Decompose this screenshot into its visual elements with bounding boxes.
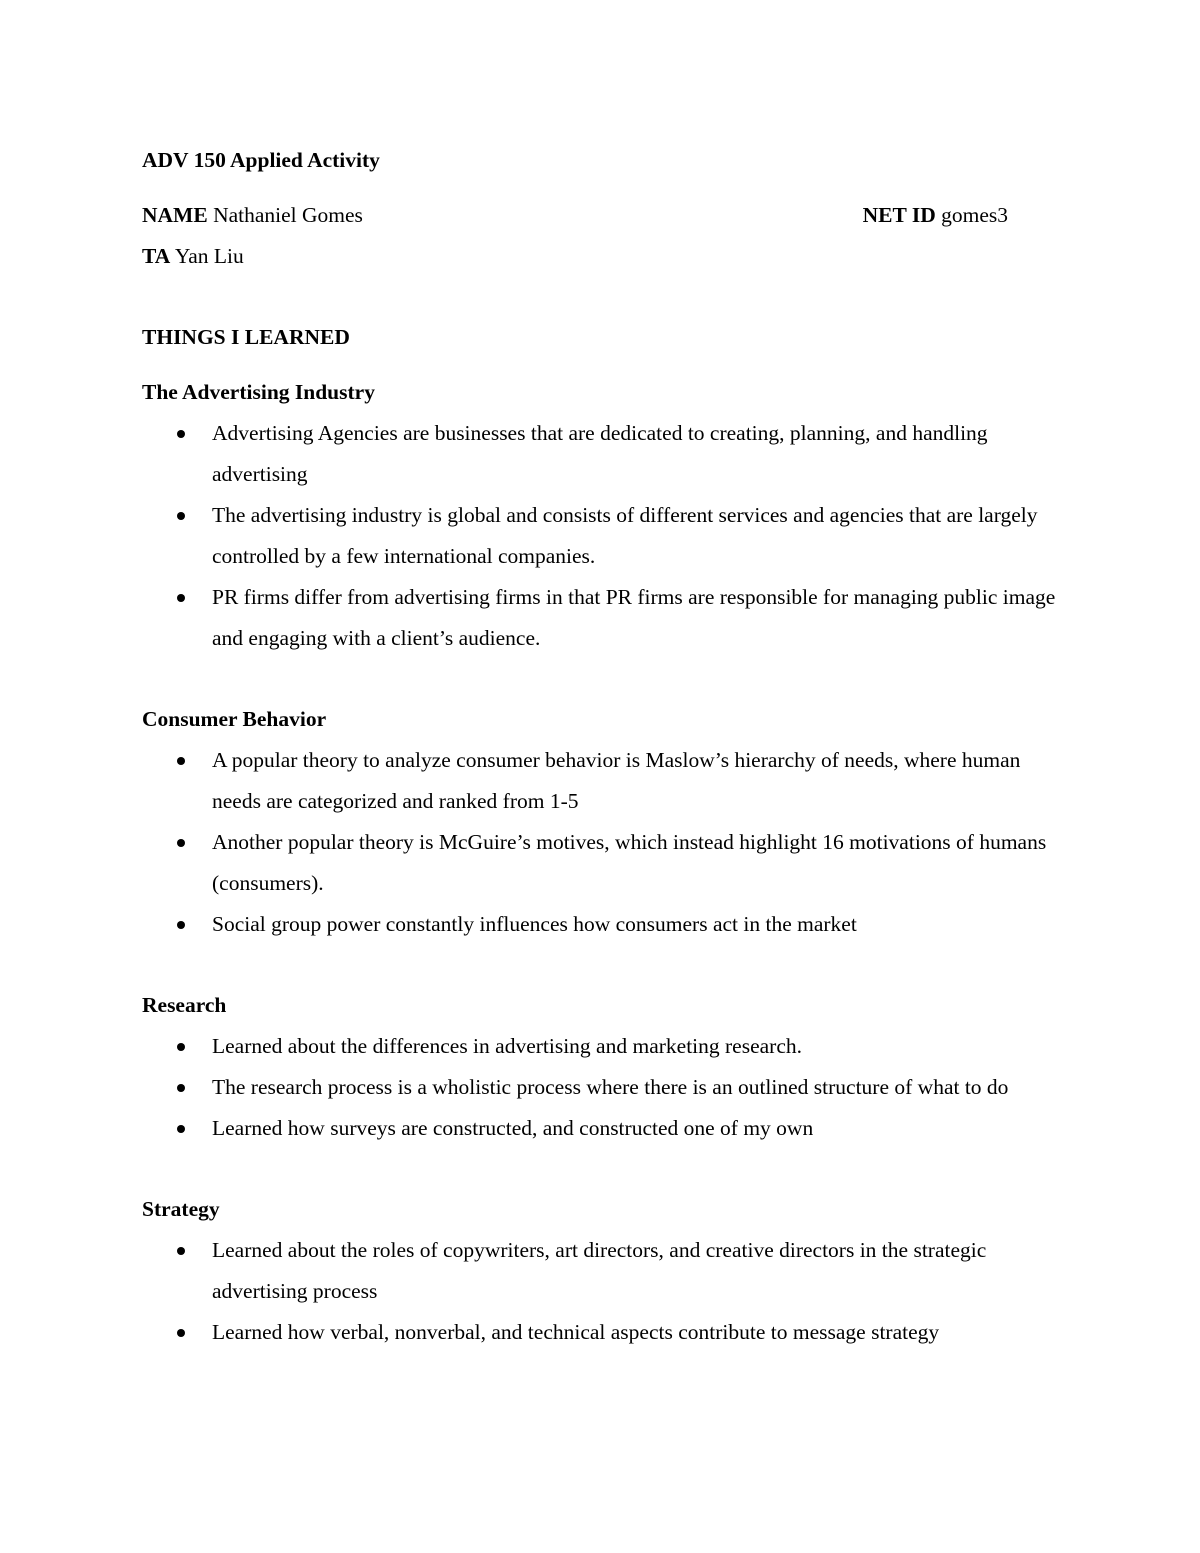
- bullet-list: [142, 1230, 1060, 1353]
- ta-value: Yan Liu: [174, 244, 244, 268]
- list-item-text: Learned how verbal, nonverbal, and technical aspects contribute to message strategy: [212, 1320, 940, 1344]
- list-item-text: The research process is a wholistic process where there is an outlined structure of what to do: [212, 1075, 1009, 1099]
- bullet-icon: [177, 839, 185, 847]
- bullet-list: [142, 740, 1060, 945]
- list-item: [142, 495, 1058, 577]
- ta-field: [142, 236, 1060, 277]
- list-item-text: Another popular theory is McGuire’s motives, which instead highlight 16 motivations of humans (consumers).: [212, 830, 1047, 895]
- ta-label: TA: [142, 244, 171, 268]
- list-item: [142, 1026, 1058, 1067]
- list-item: [142, 822, 1058, 904]
- list-item-text: Learned about the differences in advertising and marketing research.: [212, 1034, 803, 1058]
- list-item-text: A popular theory to analyze consumer behavior is Maslow’s hierarchy of needs, where human needs are categorized and ranked from 1-5: [212, 748, 1021, 813]
- section-title: Research: [142, 993, 227, 1017]
- list-item-text: Learned about the roles of copywriters, art directors, and creative directors in the strategic advertising process: [212, 1238, 987, 1303]
- list-item-text: The advertising industry is global and consists of different services and agencies that are largely controlled by a few international companies.: [212, 503, 1038, 568]
- list-item: [142, 1230, 1058, 1312]
- bullet-icon: [177, 594, 185, 602]
- list-item: [142, 1067, 1058, 1108]
- bullet-icon: [177, 1125, 185, 1133]
- list-item: [142, 577, 1058, 659]
- bullet-icon: [177, 1247, 185, 1255]
- name-netid-row: [142, 195, 1008, 236]
- list-item: [142, 740, 1058, 822]
- bullet-icon: [177, 1084, 185, 1092]
- name-field: [142, 195, 363, 236]
- netid-field: [863, 195, 1008, 236]
- name-label: NAME: [142, 203, 208, 227]
- list-item-text: Advertising Agencies are businesses that are dedicated to creating, planning, and handling advertising: [212, 421, 988, 486]
- list-item: [142, 904, 1058, 945]
- bullet-icon: [177, 757, 185, 765]
- bullet-icon: [177, 921, 185, 929]
- section-consumer-behavior: [142, 699, 1060, 945]
- bullet-icon: [177, 512, 185, 520]
- list-item: [142, 1108, 1058, 1149]
- list-item-text: PR firms differ from advertising firms in that PR firms are responsible for managing public image and engaging with a client’s audience.: [212, 585, 1056, 650]
- bullet-list: [142, 413, 1060, 659]
- bullet-icon: [177, 1329, 185, 1337]
- section-title: Strategy: [142, 1197, 220, 1221]
- section-title: Consumer Behavior: [142, 707, 327, 731]
- netid-value: gomes3: [941, 203, 1008, 227]
- list-item-text: Learned how surveys are constructed, and constructed one of my own: [212, 1116, 814, 1140]
- section-advertising-industry: [142, 372, 1060, 659]
- list-item: [142, 1312, 1058, 1353]
- learned-heading: THINGS I LEARNED: [142, 325, 350, 349]
- section-research: [142, 985, 1060, 1149]
- list-item-text: Social group power constantly influences how consumers act in the market: [212, 912, 857, 936]
- bullet-icon: [177, 430, 185, 438]
- netid-label: NET ID: [862, 203, 936, 227]
- document-title: ADV 150 Applied Activity: [142, 148, 380, 172]
- section-title: The Advertising Industry: [142, 380, 375, 404]
- section-strategy: [142, 1189, 1060, 1353]
- bullet-list: [142, 1026, 1060, 1149]
- list-item: [142, 413, 1058, 495]
- bullet-icon: [177, 1043, 185, 1051]
- name-value: Nathaniel Gomes: [213, 203, 363, 227]
